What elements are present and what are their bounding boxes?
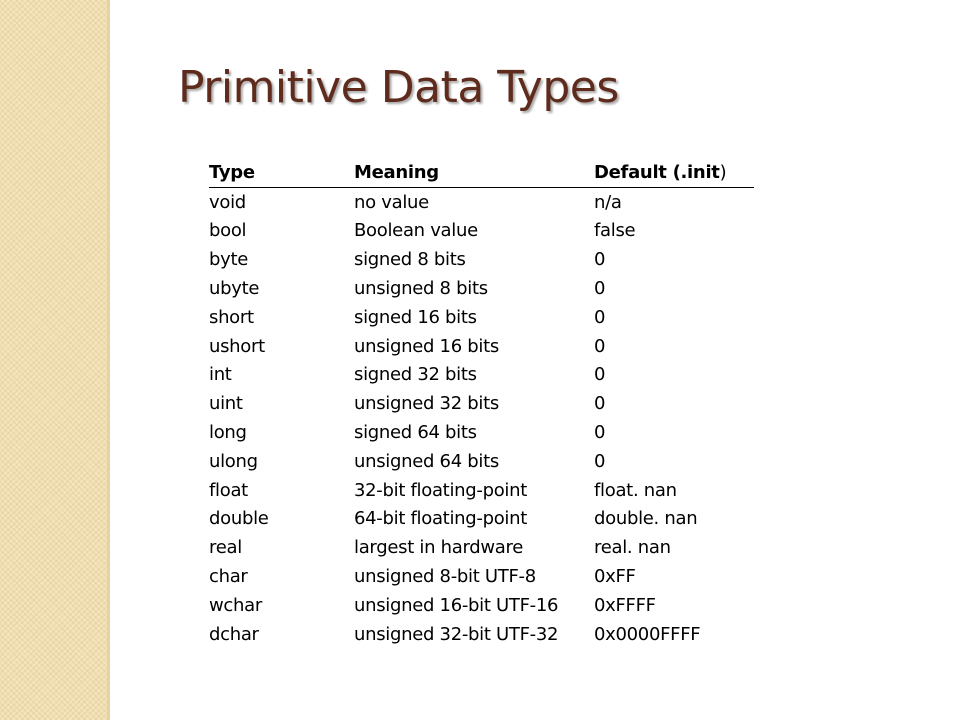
table-row <box>209 361 754 390</box>
table-row <box>209 274 754 303</box>
table-row <box>209 447 754 476</box>
decorative-side-band <box>0 0 107 720</box>
slide-title: Primitive Data Types <box>178 62 619 113</box>
column-header-default-label: Default ( <box>594 161 681 183</box>
cell-meaning: unsigned 8 bits <box>354 278 488 300</box>
cell-meaning: unsigned 8-bit UTF-8 <box>354 566 536 588</box>
cell-type: wchar <box>209 594 262 616</box>
cell-default: 0 <box>594 422 606 444</box>
cell-meaning: signed 64 bits <box>354 422 477 444</box>
cell-meaning: largest in hardware <box>354 537 523 559</box>
cell-meaning: 64-bit floating-point <box>354 508 527 530</box>
column-header-type: Type <box>209 158 354 187</box>
table-row <box>209 476 754 505</box>
cell-type: uint <box>209 393 243 415</box>
cell-default: n/a <box>594 191 622 213</box>
cell-type: ubyte <box>209 278 260 300</box>
table-row <box>209 389 754 418</box>
column-header-default <box>594 158 754 187</box>
cell-default: 0x0000FFFF <box>594 623 701 645</box>
cell-default: 0 <box>594 278 606 300</box>
table-row <box>209 332 754 361</box>
cell-meaning: signed 8 bits <box>354 249 466 271</box>
column-header-meaning: Meaning <box>354 158 594 187</box>
table-row <box>209 591 754 620</box>
table-row <box>209 533 754 562</box>
table-row <box>209 303 754 332</box>
cell-default: 0 <box>594 249 606 271</box>
table-row <box>209 620 754 649</box>
cell-default: 0 <box>594 306 606 328</box>
cell-meaning: unsigned 32-bit UTF-32 <box>354 623 559 645</box>
cell-meaning: unsigned 16 bits <box>354 335 499 357</box>
column-header-default-keyword: .init <box>680 161 720 183</box>
primitive-types-table <box>209 158 754 649</box>
cell-type: ushort <box>209 335 265 357</box>
cell-meaning: Boolean value <box>354 220 478 242</box>
cell-type: double <box>209 508 269 530</box>
cell-type: void <box>209 191 246 213</box>
cell-meaning: 32-bit floating-point <box>354 479 527 501</box>
cell-type: char <box>209 566 248 588</box>
cell-type: byte <box>209 249 249 271</box>
cell-type: bool <box>209 220 247 242</box>
cell-default: 0 <box>594 335 606 357</box>
cell-meaning: unsigned 64 bits <box>354 450 499 472</box>
cell-type: int <box>209 364 232 386</box>
table-header-row <box>209 158 754 187</box>
cell-default: 0 <box>594 364 606 386</box>
cell-meaning: no value <box>354 191 429 213</box>
cell-type: ulong <box>209 450 258 472</box>
cell-default: 0xFF <box>594 566 636 588</box>
cell-type: long <box>209 422 247 444</box>
cell-default: float. nan <box>594 479 677 501</box>
table-body <box>209 187 754 648</box>
table-row <box>209 187 754 216</box>
table-row <box>209 245 754 274</box>
cell-default: double. nan <box>594 508 698 530</box>
table-row <box>209 505 754 534</box>
table-row <box>209 217 754 246</box>
table-row <box>209 562 754 591</box>
cell-default: 0xFFFF <box>594 594 656 616</box>
table-row <box>209 418 754 447</box>
cell-default: 0 <box>594 450 606 472</box>
cell-type: float <box>209 479 248 501</box>
cell-meaning: unsigned 32 bits <box>354 393 499 415</box>
cell-meaning: signed 16 bits <box>354 306 477 328</box>
cell-type: short <box>209 306 254 328</box>
cell-default: 0 <box>594 393 606 415</box>
cell-default: false <box>594 220 636 242</box>
cell-meaning: unsigned 16-bit UTF-16 <box>354 594 559 616</box>
cell-default: real. nan <box>594 537 671 559</box>
column-header-default-close: ) <box>719 161 727 183</box>
cell-type: dchar <box>209 623 259 645</box>
cell-type: real <box>209 537 242 559</box>
cell-meaning: signed 32 bits <box>354 364 477 386</box>
side-divider <box>107 0 110 720</box>
